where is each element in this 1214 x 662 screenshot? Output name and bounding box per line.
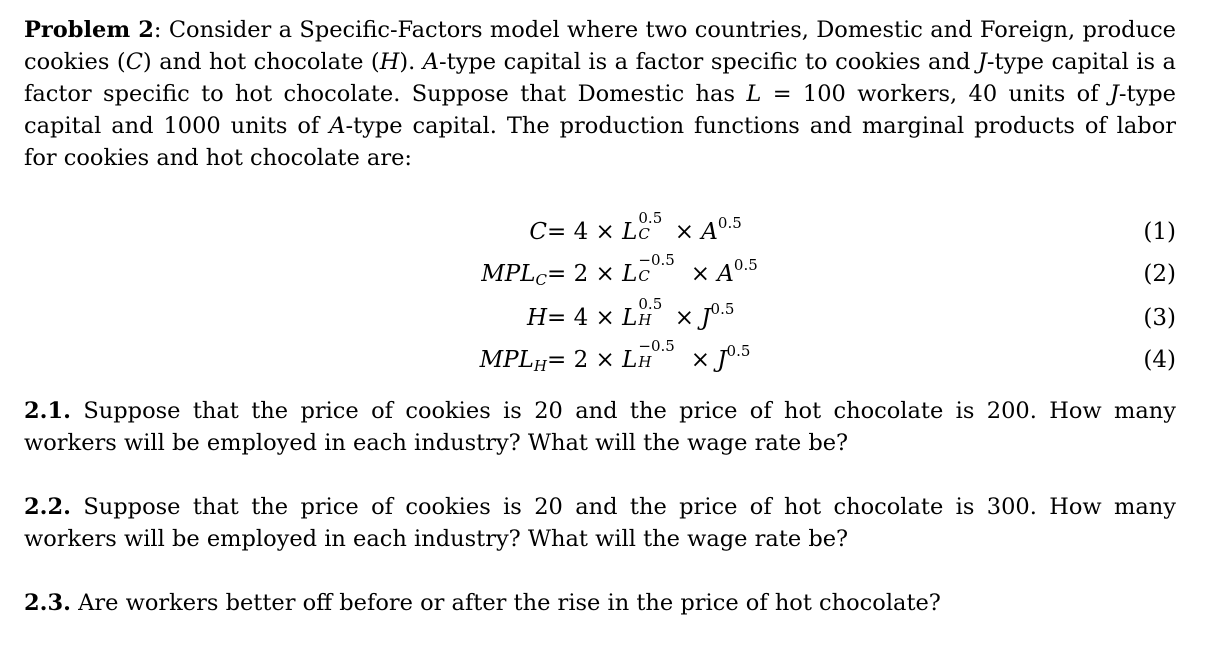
question-2-3-text: Are workers better off before or after the rise in the price of hot chocolate? bbox=[70, 590, 941, 616]
equation-1-equals: = 4 × bbox=[547, 219, 623, 245]
statement-text-3: ). bbox=[399, 49, 423, 75]
equation-4-subscript-l: H bbox=[638, 353, 652, 371]
equation-4-exponent-capital: 0.5 bbox=[726, 342, 751, 360]
variable-j: J bbox=[977, 49, 987, 75]
equation-2-exponent-capital: 0.5 bbox=[733, 256, 758, 274]
equation-3-equals: = 4 × bbox=[547, 305, 623, 331]
equation-1-exponent-l: 0.5 bbox=[638, 209, 663, 227]
equation-3-lhs: H bbox=[526, 305, 547, 331]
statement-text-2: ) and hot chocolate ( bbox=[142, 49, 380, 75]
equation-2-base-capital: A bbox=[717, 261, 734, 287]
question-2-1-text: Suppose that the price of cookies is 20 and the price of hot chocolate is 200. How many workers will be employed in each industry? What will the wage rate be? bbox=[24, 398, 1176, 456]
equation-1-subscript-l: C bbox=[638, 225, 650, 243]
variable-h: H bbox=[379, 49, 400, 75]
problem-statement bbox=[24, 14, 1176, 179]
equation-block bbox=[24, 209, 1176, 395]
equation-3-base-capital: J bbox=[701, 305, 711, 331]
equation-3-scripts bbox=[637, 295, 667, 329]
equation-3-base-l: L bbox=[622, 305, 638, 331]
equation-1-times: × bbox=[667, 219, 702, 245]
equation-2-subscript-l: C bbox=[638, 267, 650, 285]
equation-1-base-l: L bbox=[622, 219, 638, 245]
equation-3-exponent-l: 0.5 bbox=[638, 295, 663, 313]
equation-2-lhs-mpl: MPL bbox=[481, 261, 536, 287]
equation-2-times: × bbox=[683, 261, 718, 287]
equation-1-rhs bbox=[547, 209, 742, 245]
statement-text-1: Consider a Specific-Factors model where two countries, Domestic and Foreign, produce cookies ( bbox=[24, 17, 1176, 75]
equation-3-rhs bbox=[547, 295, 735, 331]
variable-l: L bbox=[746, 81, 762, 107]
equation-2-exponent-l: −0.5 bbox=[638, 251, 675, 269]
heading-colon: : bbox=[153, 17, 162, 43]
equation-1-base-capital: A bbox=[701, 219, 718, 245]
statement-text-7: -type capital and 1000 units of bbox=[24, 81, 1176, 139]
equation-2-base-l: L bbox=[622, 261, 638, 287]
equation-4-rhs bbox=[547, 337, 751, 373]
equation-1-number: (1) bbox=[1143, 219, 1176, 245]
equation-2-lhs-subscript: C bbox=[535, 271, 547, 289]
problem-page bbox=[24, 14, 1176, 619]
equation-3-subscript-l: H bbox=[638, 311, 652, 329]
statement-text-8: -type capital. The production functions and marginal products of labor for cookies and hot chocolate are: bbox=[24, 113, 1176, 171]
statement-text-5: -type capital is a factor specific to hot chocolate. Suppose that Domestic has bbox=[24, 49, 1176, 107]
equation-4-equals: = 2 × bbox=[547, 347, 623, 373]
equation-1-lhs: C bbox=[529, 219, 547, 245]
equation-2-equals: = 2 × bbox=[547, 261, 623, 287]
variable-a-second: A bbox=[329, 113, 346, 139]
equation-3-exponent-capital: 0.5 bbox=[710, 300, 735, 318]
statement-text-4: -type capital is a factor specific to cookies and bbox=[439, 49, 978, 75]
equation-2-scripts bbox=[637, 251, 683, 285]
equation-1-exponent-capital: 0.5 bbox=[717, 214, 742, 232]
question-2-2 bbox=[24, 491, 1176, 555]
equation-4-base-l: L bbox=[622, 347, 638, 373]
equation-3-times: × bbox=[667, 305, 702, 331]
equation-2 bbox=[24, 251, 1176, 297]
variable-j-second: J bbox=[1109, 81, 1119, 107]
equation-2-lhs bbox=[481, 261, 547, 287]
question-2-1 bbox=[24, 395, 1176, 459]
question-2-3 bbox=[24, 587, 1176, 619]
equation-2-rhs bbox=[547, 251, 758, 287]
equation-3 bbox=[24, 295, 1176, 341]
equation-4-lhs-subscript: H bbox=[533, 357, 547, 375]
equation-1 bbox=[24, 209, 1176, 255]
statement-text-6: = 100 workers, 40 units of bbox=[761, 81, 1110, 107]
equation-4-exponent-l: −0.5 bbox=[638, 337, 675, 355]
question-2-3-label: 2.3. bbox=[24, 590, 71, 616]
equation-1-scripts bbox=[637, 209, 667, 243]
equation-4 bbox=[24, 337, 1176, 383]
variable-a: A bbox=[422, 49, 440, 75]
variable-c: C bbox=[125, 49, 143, 75]
equation-4-lhs-mpl: MPL bbox=[479, 347, 534, 373]
equation-3-number: (3) bbox=[1143, 305, 1176, 331]
question-2-2-label: 2.2. bbox=[24, 494, 71, 520]
equation-4-lhs bbox=[480, 347, 547, 373]
question-2-2-text: Suppose that the price of cookies is 20 and the price of hot chocolate is 300. How many workers will be employed in each industry? What will the wage rate be? bbox=[24, 494, 1176, 552]
equation-4-times: × bbox=[683, 347, 718, 373]
problem-heading: Problem 2 bbox=[24, 17, 154, 43]
question-2-1-label: 2.1. bbox=[24, 398, 71, 424]
equation-4-scripts bbox=[637, 337, 683, 371]
equation-4-number: (4) bbox=[1143, 347, 1176, 373]
equation-4-base-capital: J bbox=[717, 347, 727, 373]
equation-2-number: (2) bbox=[1143, 261, 1176, 287]
